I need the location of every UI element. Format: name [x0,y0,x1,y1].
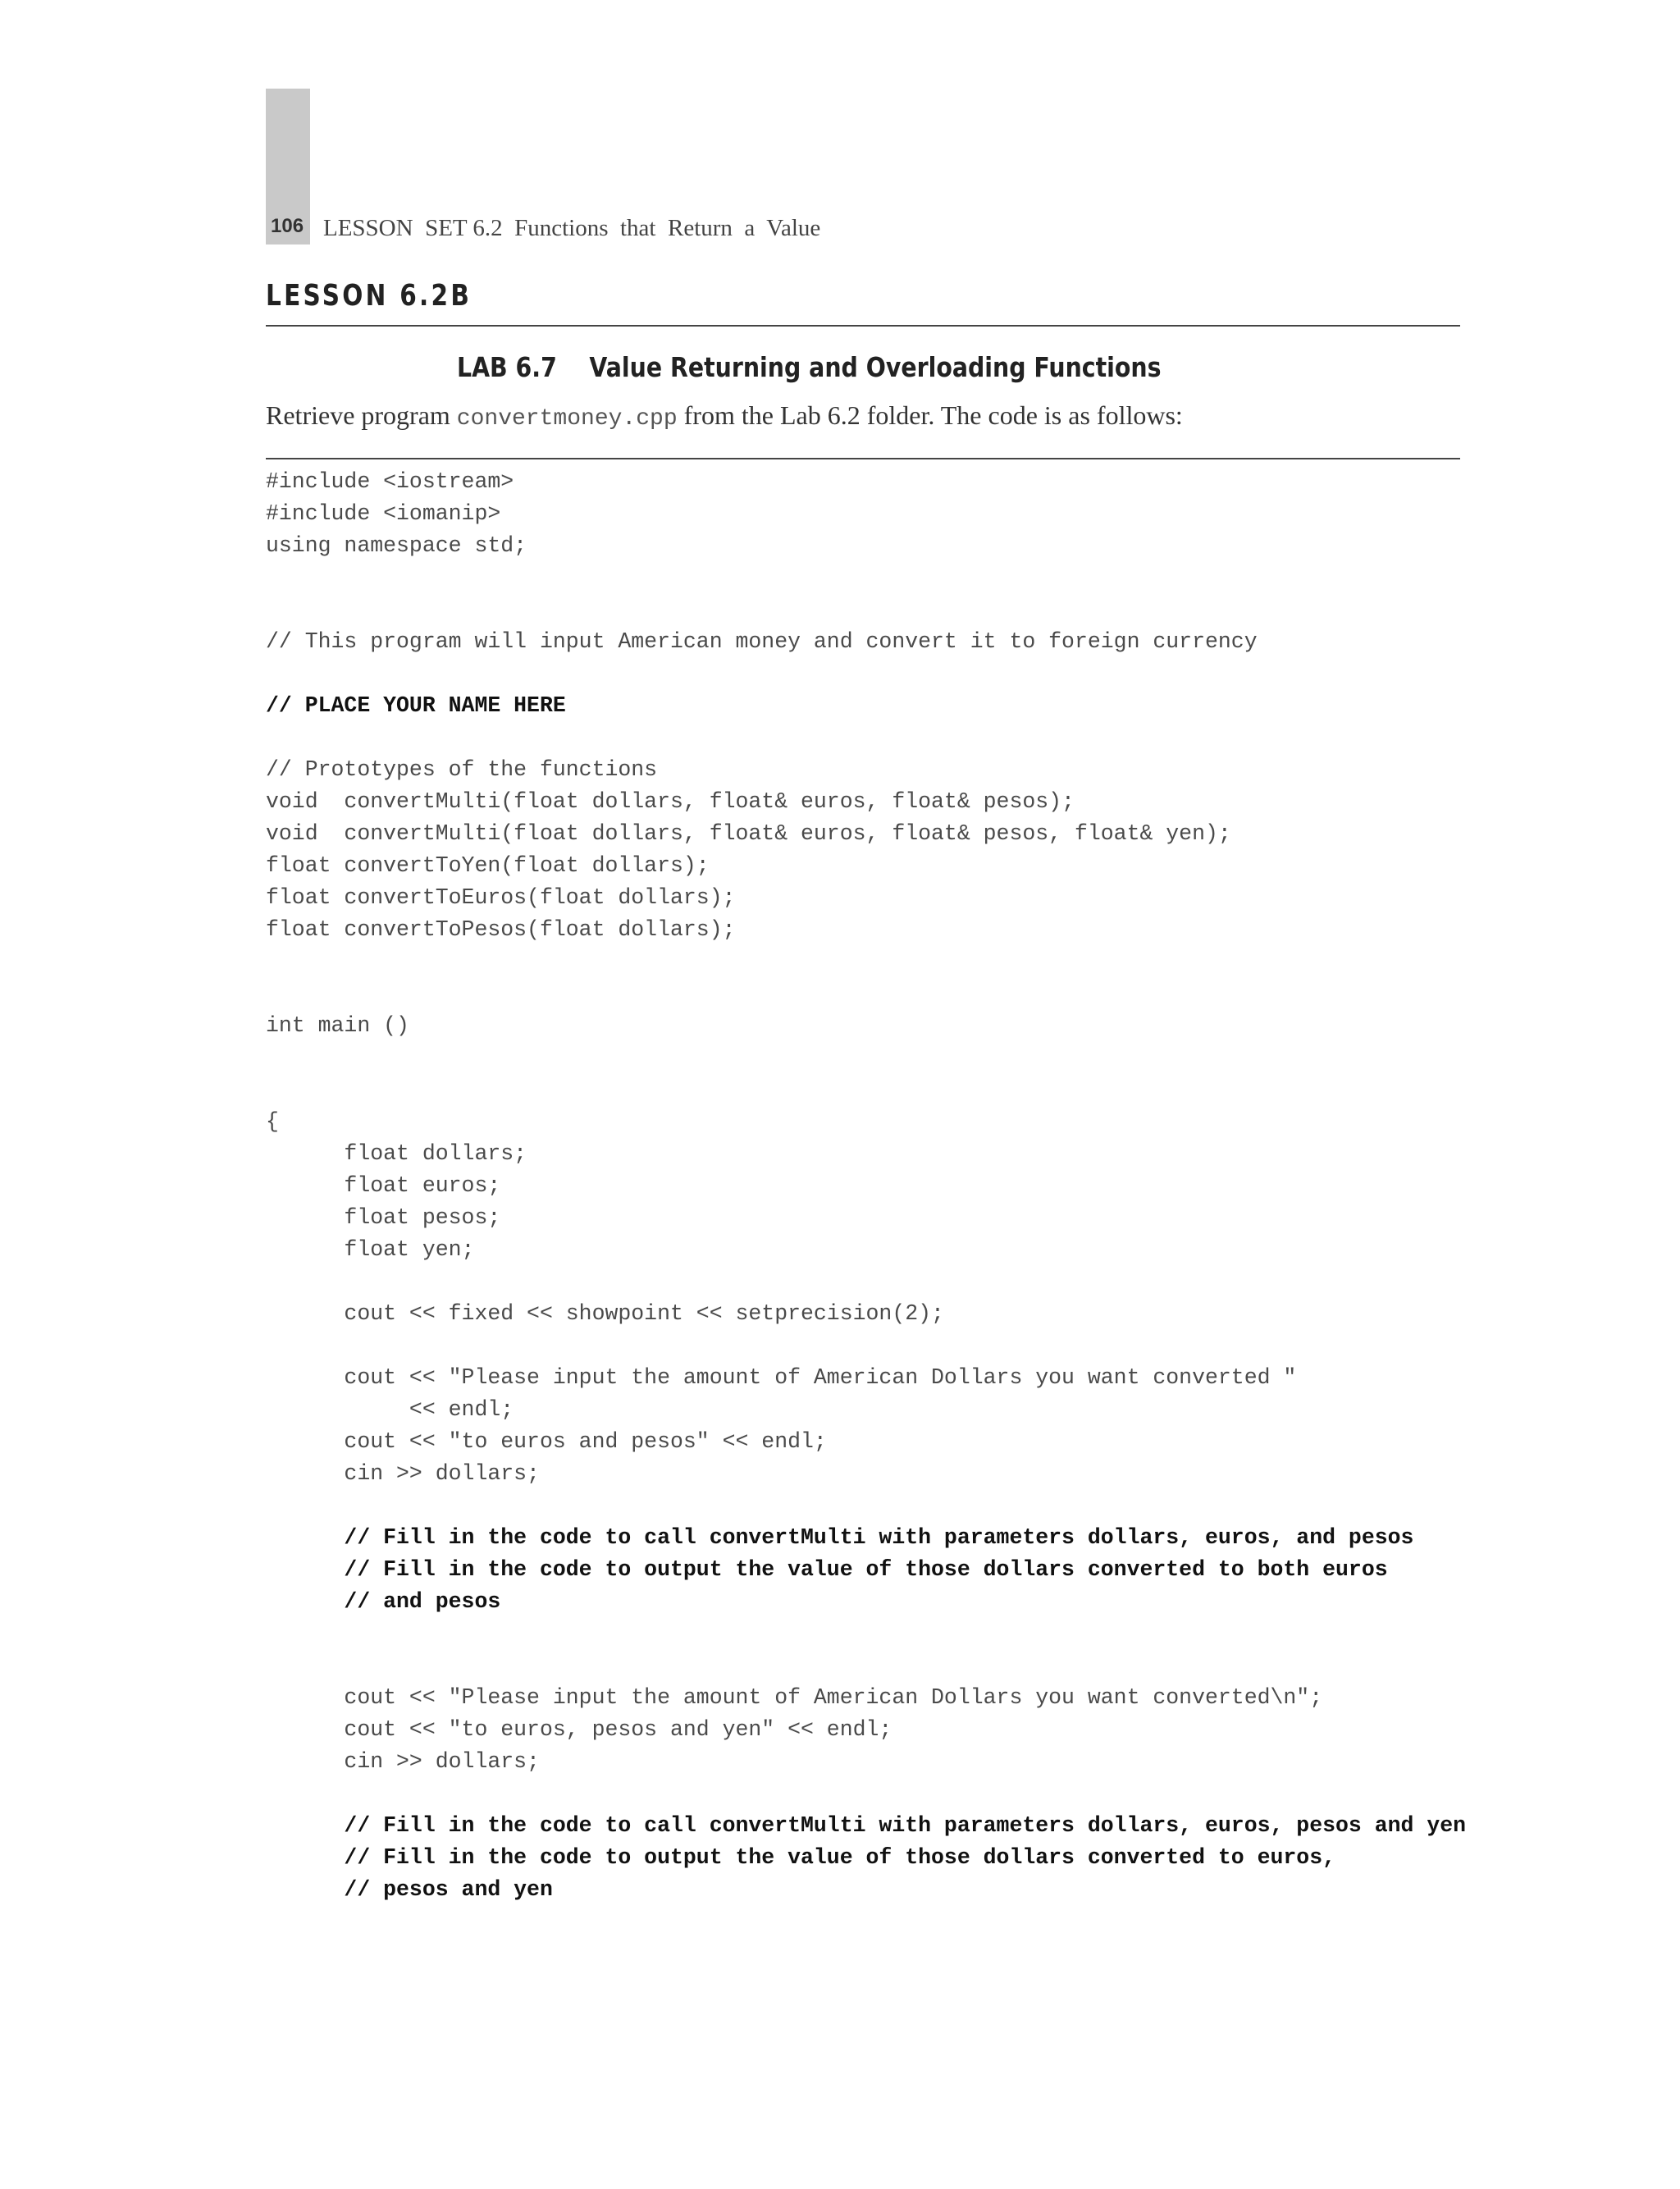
code-line: { [266,1109,279,1134]
code-comment-instruction: // PLACE YOUR NAME HERE [266,693,566,718]
code-line [266,722,1480,754]
code-line: using namespace std; [266,533,527,558]
code-line: float dollars; [266,1141,527,1166]
code-line [266,1618,1480,1650]
intro-filename: convertmoney.cpp [456,406,678,432]
code-line: float yen; [266,1237,475,1262]
code-line: // Prototypes of the functions [266,757,658,782]
code-line: void convertMulti(float dollars, float& euros, float& pesos, float& yen); [266,821,1231,846]
code-line [266,1266,1480,1298]
code-line [266,658,1480,690]
code-line: cout << "to euros and pesos" << endl; [266,1429,827,1454]
code-line [266,1778,1480,1810]
code-line: float convertToPesos(float dollars); [266,917,736,942]
code-comment-instruction: // pesos and yen [266,1877,553,1902]
code-line: cout << "Please input the amount of American Dollars you want converted\n"; [266,1685,1323,1710]
code-line: float convertToYen(float dollars); [266,853,710,878]
code-line [266,562,1480,594]
code-line: #include <iomanip> [266,501,501,526]
lesson-title: LESSON 6.2B [266,279,472,313]
code-line [266,946,1480,978]
code-line: cout << "Please input the amount of American Dollars you want converted " [266,1365,1297,1390]
code-line [266,1074,1480,1106]
code-line [266,594,1480,626]
code-top-rule [266,458,1460,459]
code-line [266,1330,1480,1362]
code-line [266,978,1480,1010]
code-line [266,1042,1480,1074]
code-line: int main () [266,1013,409,1038]
code-line: float pesos; [266,1205,501,1230]
code-line: cout << fixed << showpoint << setprecision(2); [266,1301,944,1326]
code-line [266,1490,1480,1522]
code-line: << endl; [266,1397,514,1422]
code-listing [266,466,1480,1906]
code-line: void convertMulti(float dollars, float& euros, float& pesos); [266,789,1075,814]
running-head: LESSON SET 6.2 Functions that Return a Value [323,215,821,241]
code-comment-instruction: // Fill in the code to output the value of those dollars converted to both euros [266,1557,1388,1582]
intro-paragraph [266,400,1183,432]
code-comment-instruction: // Fill in the code to output the value of those dollars converted to euros, [266,1845,1336,1870]
lab-heading: LAB 6.7 Value Returning and Overloading Functions [457,351,1162,383]
intro-text-after: from the Lab 6.2 folder. The code is as follows: [677,400,1183,430]
code-line: cout << "to euros, pesos and yen" << endl; [266,1717,892,1742]
code-comment-instruction: // Fill in the code to call convertMulti with parameters dollars, euros, pesos and yen [266,1813,1467,1838]
code-line: // This program will input American money and convert it to foreign currency [266,629,1258,654]
code-line: cin >> dollars; [266,1461,540,1486]
code-comment-instruction: // and pesos [266,1589,501,1614]
code-line: float convertToEuros(float dollars); [266,885,736,910]
page-number: 106 [271,215,304,237]
section-rule [266,325,1460,327]
code-line: cin >> dollars; [266,1749,540,1774]
intro-text-before: Retrieve program [266,400,457,430]
code-line: #include <iostream> [266,469,514,494]
code-line [266,1650,1480,1682]
code-line: float euros; [266,1173,501,1198]
code-comment-instruction: // Fill in the code to call convertMulti with parameters dollars, euros, and pesos [266,1525,1414,1550]
